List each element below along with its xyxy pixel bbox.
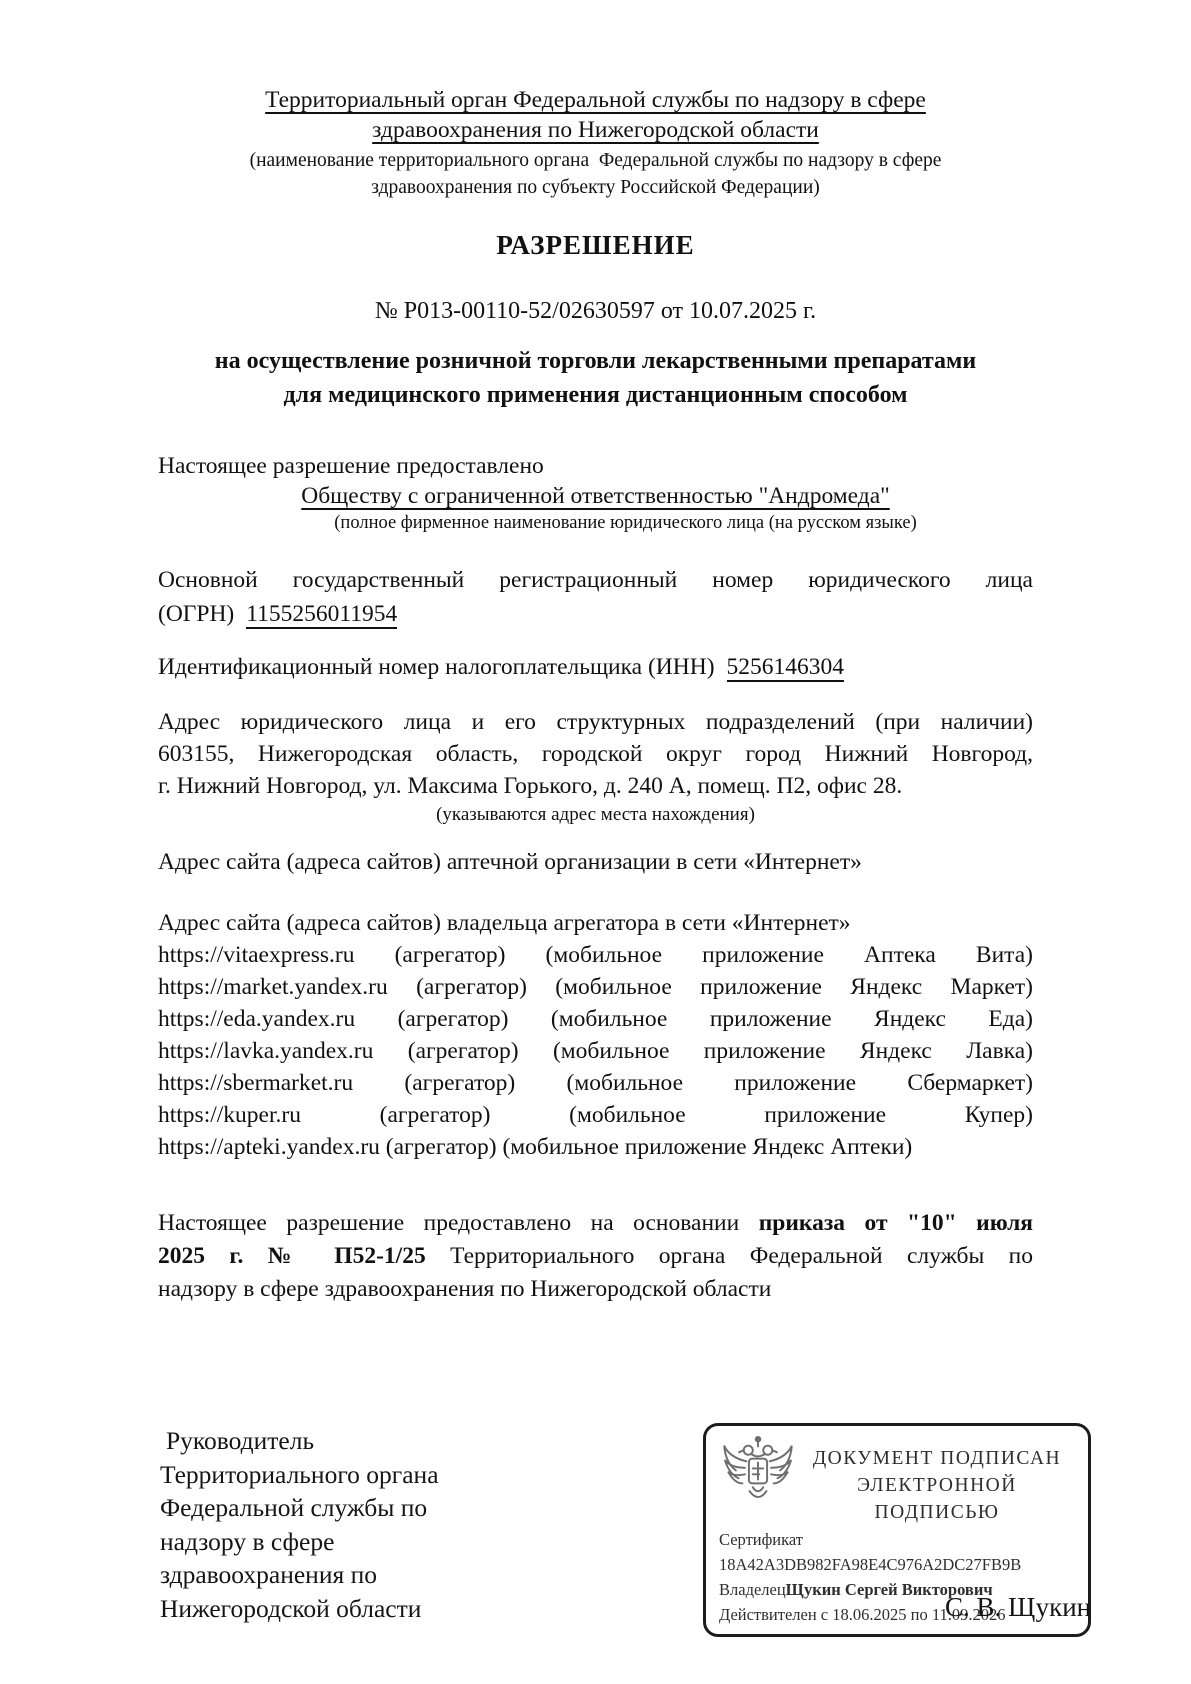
- issuing-authority-header: [158, 85, 1033, 145]
- grantee-caption: (полное фирменное наименование юридического лица (на русском языке): [334, 513, 917, 533]
- pharmacy-site-line: Адрес сайта (адреса сайтов) аптечной организации в сети «Интернет»: [158, 849, 862, 875]
- basis-line1-bold: приказа от "10" июля: [758, 1210, 1033, 1236]
- stamp-header: [719, 1434, 1075, 1526]
- aggregator-site-line: https://apteki.yandex.ru (агрегатор) (мобильное приложение Яндекс Аптеки): [158, 1134, 913, 1160]
- aggregator-site-line: https://sbermarket.ru (агрегатор) (мобильное приложение Сбермаркет): [158, 1070, 1033, 1096]
- aggregator-sites-block: [158, 907, 1033, 1163]
- address-caption: (указываются адрес места нахождения): [436, 804, 755, 825]
- address-line3: г. Нижний Новгород, ул. Максима Горького, д. 240 А, помещ. П2, офис 28.: [158, 773, 903, 799]
- address-line2: 603155, Нижегородская область, городской округ город Нижний Новгород,: [158, 741, 1033, 767]
- basis-line1-normal: Настоящее разрешение предоставлено на основании: [158, 1210, 759, 1236]
- coat-of-arms-eagle-icon: [719, 1434, 799, 1517]
- issuing-authority-line2: здравоохранения по Нижегородской области: [372, 117, 819, 143]
- issuing-authority-caption-line1: (наименование территориального органа Федеральной службы по надзору в сфере: [249, 150, 942, 171]
- ogrn-label: (ОГРН): [158, 601, 235, 627]
- ogrn-value: 1155256011954: [246, 601, 398, 627]
- signer-role-line: Территориального органа: [160, 1459, 439, 1489]
- ogrn-line2: [158, 597, 1033, 631]
- permit-subject-line2: для медицинского применения дистанционным способом: [283, 382, 908, 408]
- basis-line3: надзору в сфере здравоохранения по Нижегородской области: [158, 1276, 772, 1302]
- aggregator-site-line: https://vitaexpress.ru (агрегатор) (мобильное приложение Аптека Вита): [158, 942, 1033, 968]
- aggregator-site-line: https://kuper.ru (агрегатор) (мобильное приложение Купер): [158, 1102, 1033, 1128]
- aggregator-site-line: https://market.yandex.ru (агрегатор) (мобильное приложение Яндекс Маркет): [158, 974, 1033, 1000]
- stamp-certificate-value: 18A42A3DB982FA98E4C976A2DC27FB9B: [719, 1555, 1022, 1574]
- grantee-name-field: [158, 483, 1033, 510]
- basis-line2-bold: 2025 г. № П52-1/25: [158, 1243, 426, 1269]
- stamp-owner-label: Владелец: [719, 1580, 786, 1599]
- signer-role-block: [160, 1424, 500, 1625]
- aggregator-site-line: https://eda.yandex.ru (агрегатор) (мобильное приложение Яндекс Еда): [158, 1006, 1033, 1032]
- basis-paragraph: [158, 1207, 1033, 1306]
- signer-role-line: Нижегородской области: [160, 1593, 422, 1623]
- signer-name: С. В. Щукин: [945, 1592, 1092, 1622]
- basis-line2: [158, 1240, 1033, 1273]
- aggregator-site-line: https://lavka.yandex.ru (агрегатор) (мобильное приложение Яндекс Лавка): [158, 1038, 1033, 1064]
- document-title: РАЗРЕШЕНИЕ: [496, 230, 695, 260]
- basis-line1: [158, 1207, 1033, 1240]
- issuing-authority-caption-line2: здравоохранения по субъекту Российской Федерации): [371, 177, 820, 198]
- issuing-authority-caption: [158, 147, 1033, 201]
- stamp-title: [799, 1434, 1075, 1526]
- inn-value: 5256146304: [726, 654, 845, 680]
- signer-role-line: Руководитель: [166, 1426, 315, 1455]
- inn-line: [158, 650, 1033, 684]
- legal-address-paragraph: [158, 706, 1033, 802]
- stamp-certificate-label: Сертификат: [719, 1530, 803, 1549]
- ogrn-paragraph: [158, 563, 1033, 631]
- basis-line2-normal: Территориального органа Федеральной службы по: [425, 1243, 1033, 1269]
- stamp-validity-line: Действителен с 18.06.2025 по 11.09.2026: [719, 1605, 1006, 1624]
- permit-subject: [158, 344, 1033, 412]
- stamp-title-line1: ДОКУМЕНТ ПОДПИСАН: [812, 1448, 1062, 1469]
- signer-role-line: надзору в сфере: [160, 1526, 335, 1556]
- document-content: [158, 0, 1033, 1306]
- stamp-title-line2: ЭЛЕКТРОННОЙ ПОДПИСЬЮ: [857, 1475, 1017, 1523]
- signer-role-line: Федеральной службы по: [160, 1493, 428, 1522]
- inn-label: Идентификационный номер налогоплательщика (ИНН): [158, 654, 715, 680]
- document-number: № Р013-00110-52/02630597 от 10.07.2025 г.: [374, 298, 817, 324]
- stamp-owner-value: Щукин Сергей Викторович: [785, 1580, 993, 1599]
- grantee-name: Обществу с ограниченной ответственностью "Андромеда": [301, 483, 890, 509]
- permit-subject-line1: на осуществление розничной торговли лекарственными препаратами: [214, 348, 977, 374]
- signer-role-line: здравоохранения по: [160, 1560, 377, 1589]
- granted-intro: Настоящее разрешение предоставлено: [158, 453, 544, 479]
- address-line1: Адрес юридического лица и его структурных подразделений (при наличии): [158, 709, 1033, 735]
- issuing-authority-line1: Территориальный орган Федеральной службы по надзору в сфере: [265, 87, 926, 113]
- aggregator-site-heading: Адрес сайта (адреса сайтов) владельца агрегатора в сети «Интернет»: [158, 910, 851, 936]
- ogrn-line1: Основной государственный регистрационный номер юридического лица: [158, 567, 1033, 593]
- stamp-certificate-line: [719, 1527, 1075, 1577]
